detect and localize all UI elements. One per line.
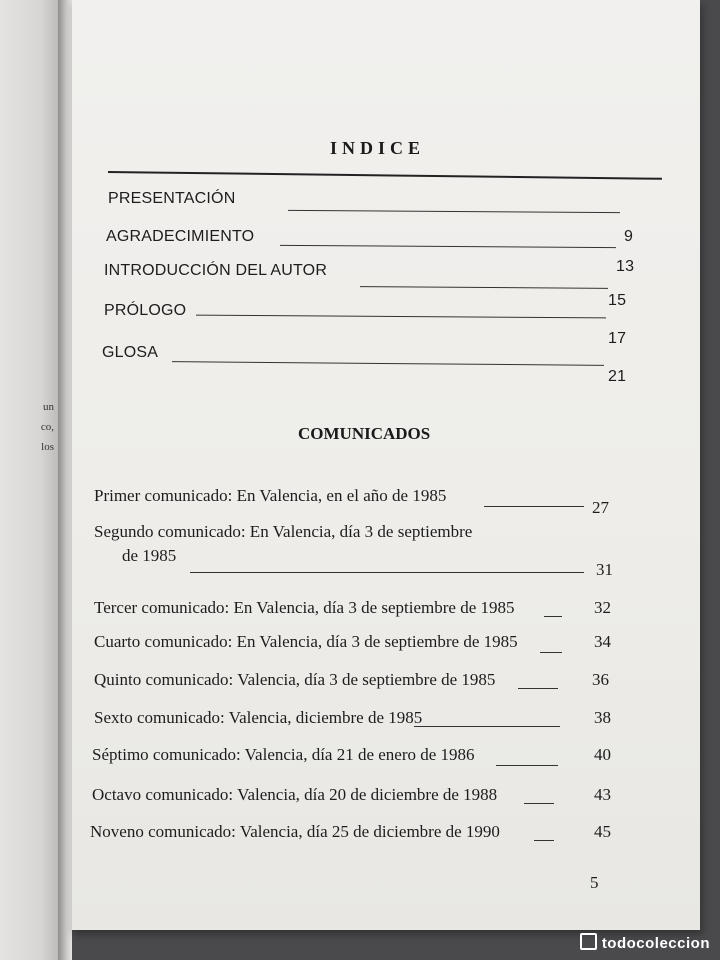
toc-page-number: 36: [592, 670, 609, 689]
section-title: COMUNICADOS: [298, 424, 431, 443]
toc-entry: [92, 745, 672, 775]
toc-entry: [92, 785, 672, 815]
left-page-text: los: [41, 441, 54, 453]
toc-entry-label: Noveno comunicado: Valencia, día 25 de diciembre de 1990: [90, 822, 500, 841]
toc-entry-label: Cuarto comunicado: En Valencia, día 3 de septiembre de 1985: [94, 632, 518, 651]
toc-page-number: 38: [594, 708, 611, 727]
toc-leader: [518, 688, 558, 689]
toc-leader: [414, 726, 560, 727]
toc-entry: [94, 632, 674, 662]
toc-leader: [360, 286, 608, 289]
toc-entry-label: Octavo comunicado: Valencia, día 20 de diciembre de 1988: [92, 785, 498, 804]
toc-entry-label: Tercer comunicado: En Valencia, día 3 de septiembre de 1985: [94, 598, 515, 617]
toc-entry: [94, 598, 674, 628]
toc-entry: [94, 708, 674, 738]
toc-leader: [496, 765, 558, 766]
watermark: [580, 933, 710, 952]
toc-page-number: 32: [594, 598, 611, 617]
toc-entry-label: Quinto comunicado: Valencia, día 3 de septiembre de 1985: [94, 670, 496, 689]
toc-entry: [108, 190, 668, 220]
book-spine: [58, 0, 72, 960]
left-page-text: un: [43, 401, 54, 413]
toc-leader: [280, 245, 616, 248]
toc-entry: [104, 258, 664, 292]
toc-entry: [106, 228, 666, 258]
toc-entry-label: PRÓLOGO: [104, 302, 187, 319]
left-page-text: co,: [40, 421, 54, 433]
toc-leader: [196, 315, 606, 319]
toc-entry-label: Sexto comunicado: Valencia, diciembre de 1985: [94, 708, 423, 727]
toc-entry-label: GLOSA: [102, 344, 159, 361]
toc-page-number: 27: [592, 498, 609, 517]
toc-entry-label-continued: de 1985: [122, 546, 177, 565]
toc-entry: [102, 330, 662, 385]
toc-page-number: 31: [596, 560, 613, 579]
left-page-edge: [0, 0, 58, 960]
book-page: [72, 0, 700, 930]
toc-leader: [288, 210, 620, 213]
page-number: 5: [590, 873, 599, 892]
toc-page-number: 45: [594, 822, 611, 841]
toc-entry: [104, 292, 664, 332]
toc-entry-label: Séptimo comunicado: Valencia, día 21 de enero de 1986: [92, 745, 475, 764]
toc-leader: [484, 506, 584, 507]
title-rule: [108, 171, 662, 180]
toc-entry-label: INTRODUCCIÓN DEL AUTOR: [104, 262, 328, 279]
toc-leader: [540, 652, 562, 653]
toc-leader: [524, 803, 554, 804]
page-title: INDICE: [330, 138, 426, 158]
toc-entry: [90, 822, 670, 852]
toc-leader: [172, 361, 604, 366]
toc-entry-label: PRESENTACIÓN: [108, 190, 236, 207]
toc-page-number: 21: [608, 368, 627, 385]
toc-entry-label: Primer comunicado: En Valencia, en el año de 1985: [94, 486, 447, 505]
toc-leader: [544, 616, 562, 617]
watermark-text: todocoleccion: [601, 935, 710, 952]
toc-page-number: 9: [624, 228, 634, 245]
watermark-logo-icon: [580, 933, 597, 950]
toc-entry-label: AGRADECIMIENTO: [106, 228, 255, 245]
toc-entry-label: Segundo comunicado: En Valencia, día 3 de septiembre: [94, 522, 473, 541]
toc-leader: [534, 840, 554, 841]
toc-page-number: 15: [608, 292, 627, 309]
toc-page-number: 13: [616, 258, 635, 275]
toc-entry: [94, 670, 674, 700]
toc-page-number: 43: [594, 785, 611, 804]
toc-page-number: 34: [594, 632, 611, 651]
toc-leader: [190, 572, 584, 573]
toc-page-number: 40: [594, 745, 611, 764]
toc-entry: [94, 522, 674, 578]
toc-page-number: 17: [608, 330, 627, 347]
toc-entry: [94, 486, 674, 516]
